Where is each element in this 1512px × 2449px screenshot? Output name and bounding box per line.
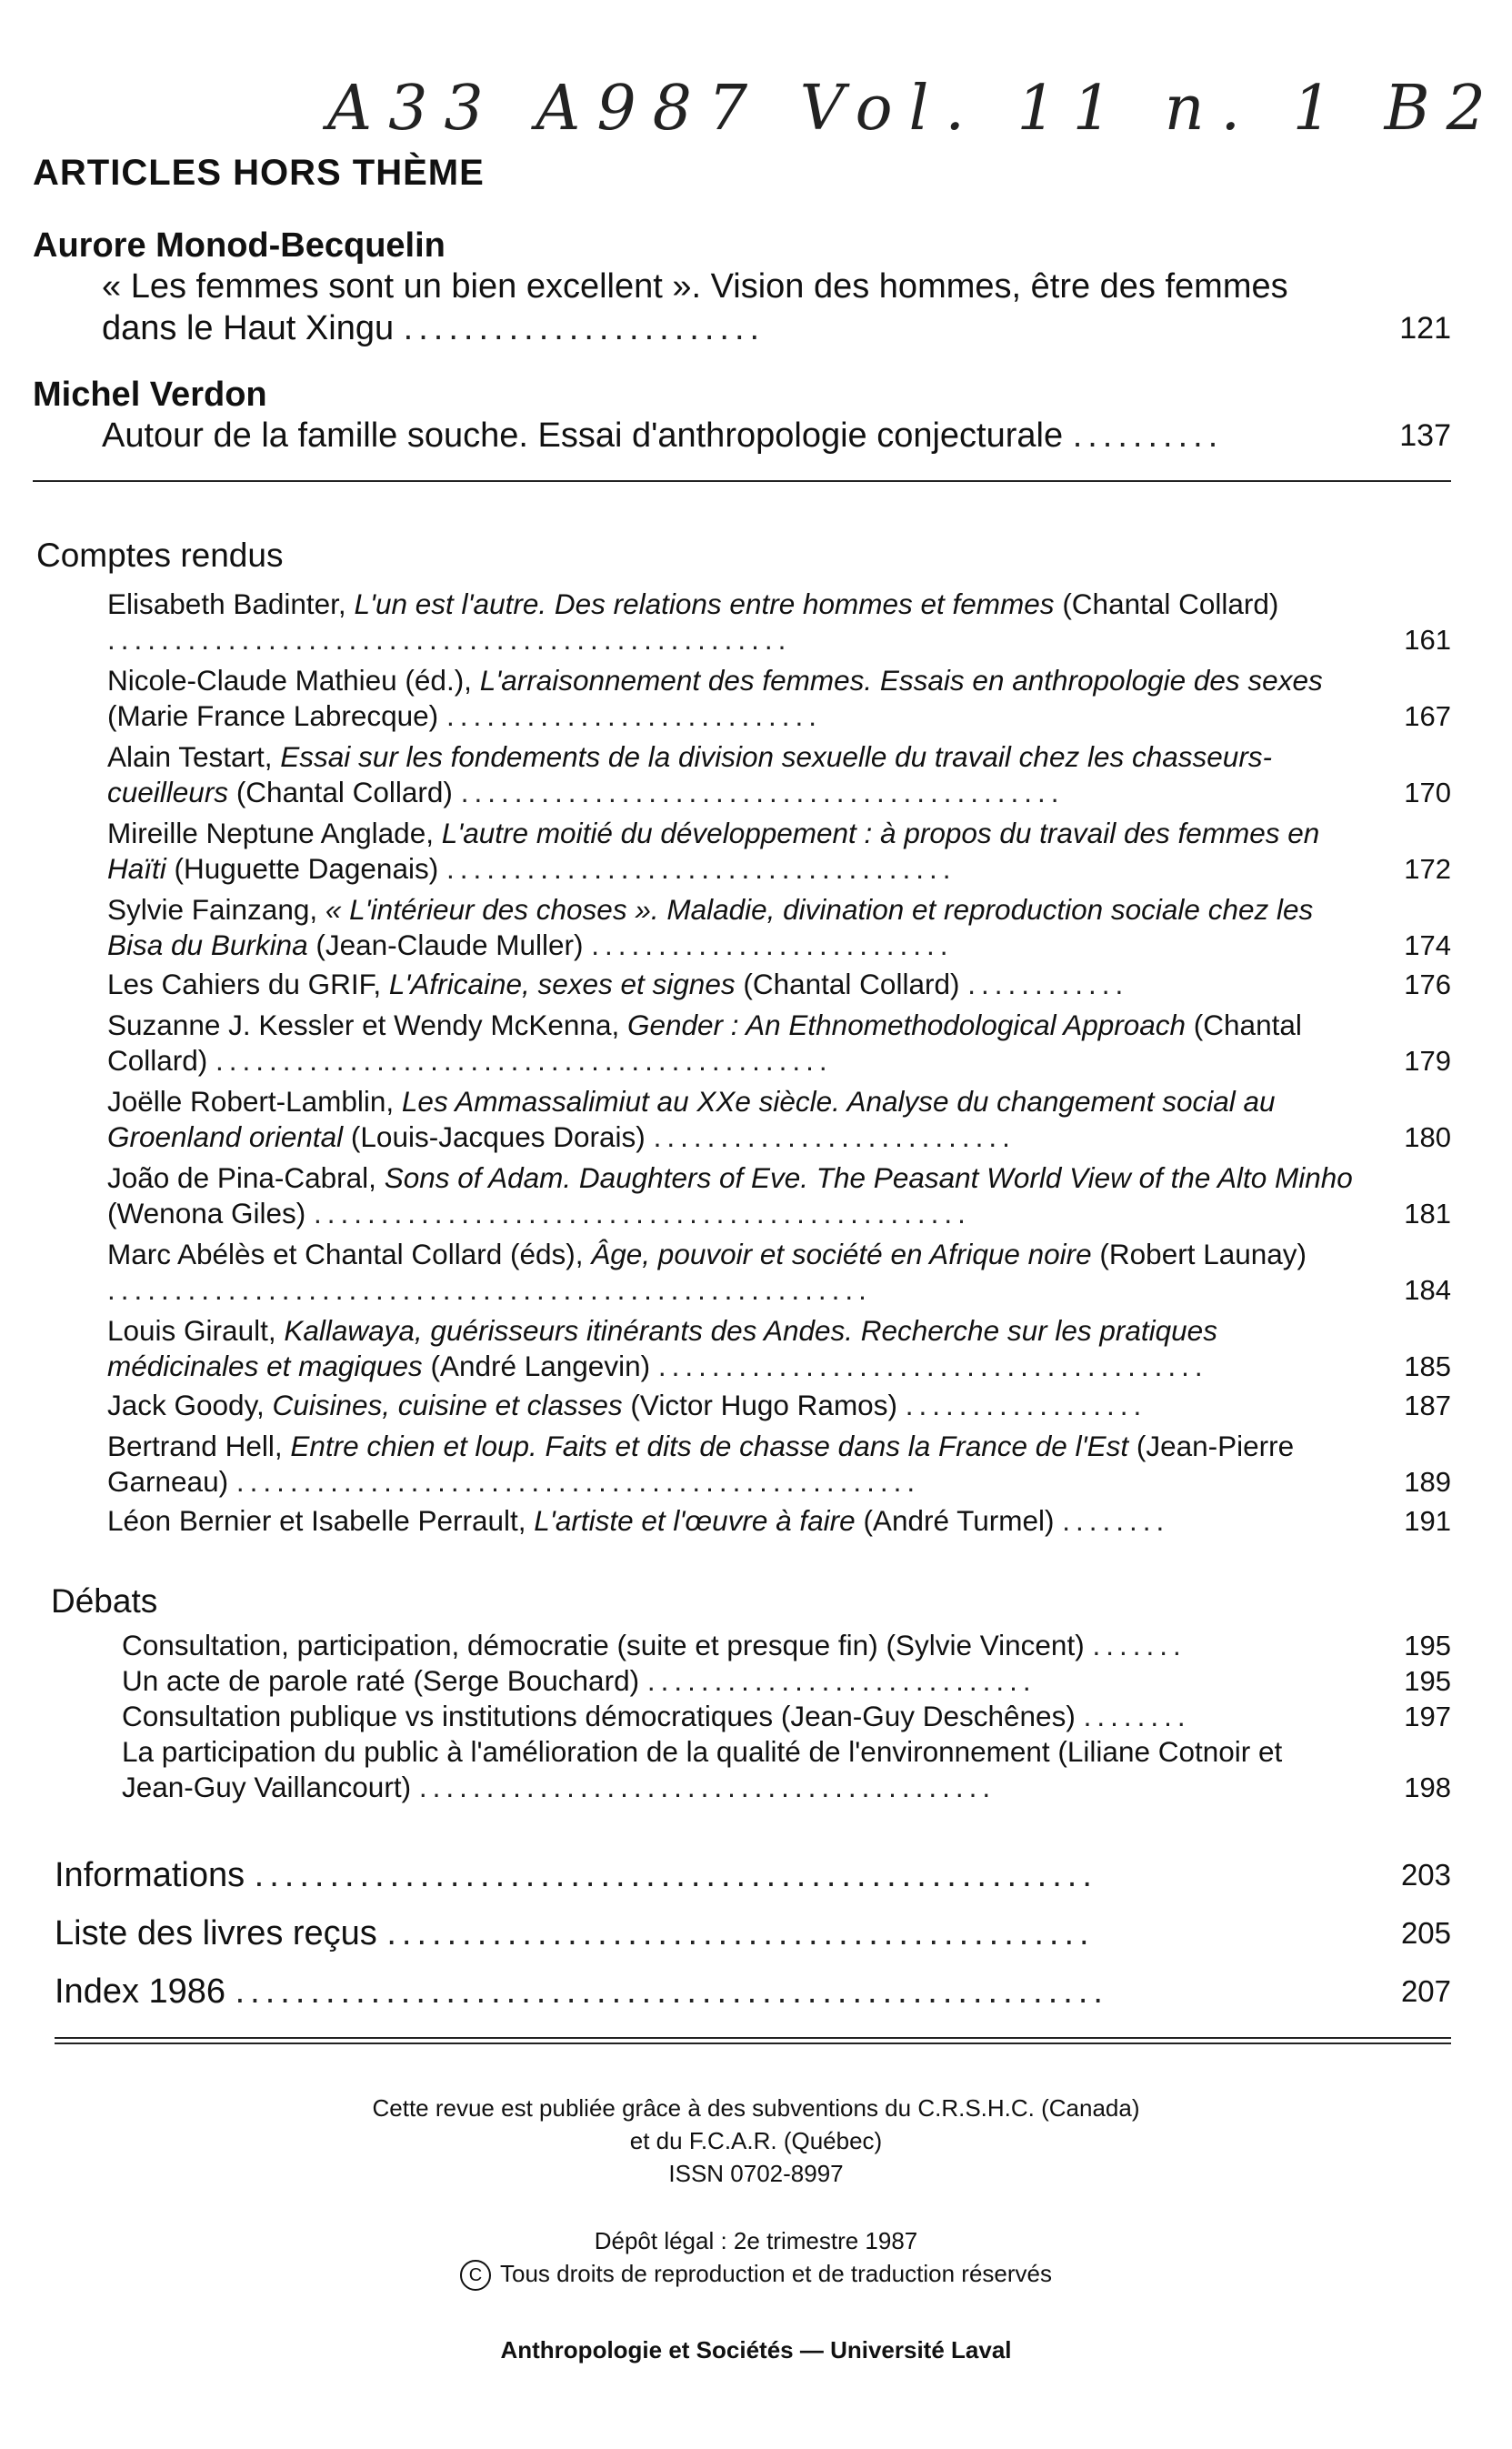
lead-article <box>33 226 1451 349</box>
footer-funding <box>0 2092 1512 2190</box>
entry-work: Gender : An Ethnomethodological Approach <box>626 1009 1187 1041</box>
entry-text <box>122 1699 1360 1734</box>
article-title-row <box>33 415 1451 457</box>
entry-text <box>55 1855 1360 1895</box>
entry-title: Liste des livres reçus <box>55 1914 377 1952</box>
entry-page-number: 189 <box>1404 1466 1451 1498</box>
entry-reviewer: (Jean-Pierre Garneau) <box>107 1430 1295 1498</box>
list-item <box>107 1429 1451 1500</box>
article-title-row <box>33 266 1451 349</box>
entry-page-number: 174 <box>1404 929 1451 961</box>
article-author: Michel Verdon <box>33 376 267 414</box>
entry-page-number: 170 <box>1404 777 1451 808</box>
lead-article <box>33 375 1451 457</box>
entry-reviewer: (Marie France Labrecque) <box>107 699 439 732</box>
list-item <box>55 1855 1451 1895</box>
entry-page-number: 161 <box>1404 624 1451 656</box>
entry-page-number: 181 <box>1404 1198 1451 1230</box>
list-item <box>107 1503 1451 1539</box>
list-item <box>107 1160 1451 1231</box>
dot-leader: ........................................... <box>418 1771 996 1803</box>
section-heading: ARTICLES HORS THÈME <box>33 153 485 193</box>
entry-work: Kallawaya, guérisseurs itinérants des Andes. Recherche sur les pratiques médicinales et magiques <box>107 1314 1217 1382</box>
entry-text <box>107 1160 1360 1231</box>
handwritten-catalog-note: A33 A987 Vol. 11 n. 1 B2 <box>327 73 1502 145</box>
dot-leader: ................................................. <box>314 1197 971 1230</box>
dot-leader: ........................................................ <box>254 1856 1097 1894</box>
entry-author: Bertrand Hell, <box>107 1430 291 1462</box>
entry-page-number: 184 <box>1404 1274 1451 1306</box>
dot-leader: .............................................. <box>215 1044 833 1077</box>
dot-leader: ....... <box>1092 1629 1187 1661</box>
list-item <box>107 1237 1451 1308</box>
footer-line: Cette revue est publiée grâce à des subventions du C.R.S.H.C. (Canada) <box>372 2094 1140 2122</box>
list-item <box>107 663 1451 734</box>
entry-author: Elisabeth Badinter, <box>107 587 355 620</box>
entry-author: Louis Girault, <box>107 1314 285 1347</box>
entry-work: Sons of Adam. Daughters of Eve. The Peasant World View of the Alto Minho <box>384 1161 1353 1194</box>
dot-leader: ........................... <box>591 928 954 961</box>
dot-leader: ............................. <box>646 1664 1036 1697</box>
list-item <box>122 1699 1451 1734</box>
footer-rights <box>0 2257 1512 2291</box>
list-item <box>107 1008 1451 1079</box>
list-item <box>107 1388 1451 1423</box>
article-title <box>102 415 1369 457</box>
entry-text <box>107 587 1360 657</box>
entry-reviewer: (André Langevin) <box>422 1350 651 1382</box>
entry-text <box>122 1734 1360 1805</box>
footer-divider <box>55 2037 1451 2044</box>
entry-reviewer: (André Turmel) <box>855 1504 1055 1537</box>
entry-title: Consultation, participation, démocratie (suite et presque fin) (Sylvie Vincent) <box>122 1629 1085 1661</box>
debats-list <box>122 1628 1451 1805</box>
entry-author: João de Pina-Cabral, <box>107 1161 385 1194</box>
entry-work: « L'intérieur des choses ». Maladie, divination et reproduction sociale chez les Bisa du Burkina <box>107 893 1314 961</box>
entry-work: L'Africaine, sexes et signes <box>388 968 736 1000</box>
dot-leader: ............................................... <box>386 1914 1095 1952</box>
dot-leader: ...................................... <box>446 852 956 885</box>
misc-sections <box>55 1855 1451 2012</box>
entry-text <box>107 739 1360 810</box>
entry-text <box>107 1084 1360 1155</box>
entry-reviewer: (Chantal Collard) <box>228 776 453 808</box>
entry-reviewer: (Louis-Jacques Dorais) <box>343 1120 646 1153</box>
entry-work: L'autre moitié du développement : à propos du travail des femmes en Haïti <box>107 817 1320 885</box>
article-title-text: « Les femmes sont un bien excellent ». Vision des hommes, être des femmes dans le Haut Xingu <box>102 267 1288 347</box>
entry-reviewer: (Jean-Claude Muller) <box>307 928 584 961</box>
list-item <box>107 1313 1451 1384</box>
entry-author: Marc Abélès et Chantal Collard (éds), <box>107 1238 592 1270</box>
entry-author: Nicole-Claude Mathieu (éd.), <box>107 664 480 697</box>
entry-title: Index 1986 <box>55 1972 226 2011</box>
dot-leader: ............................................. <box>460 776 1065 808</box>
entry-text <box>107 892 1360 963</box>
entry-text <box>107 663 1360 734</box>
footer-line: et du F.C.A.R. (Québec) <box>629 2127 883 2154</box>
entry-reviewer: (Chantal Collard) <box>735 968 960 1000</box>
entry-work: Entre chien et loup. Faits et dits de chasse dans la France de l'Est <box>290 1430 1129 1462</box>
entry-text <box>107 1388 1360 1423</box>
entry-reviewer: (Victor Hugo Ramos) <box>622 1389 897 1421</box>
entry-text <box>107 1008 1360 1079</box>
footer-rights-text: Tous droits de reproduction et de traduction réservés <box>499 2260 1052 2287</box>
entry-author: Sylvie Fainzang, <box>107 893 325 926</box>
list-item <box>122 1628 1451 1663</box>
footer-publisher: Anthropologie et Sociétés — Université Laval <box>500 2336 1012 2364</box>
list-item <box>107 892 1451 963</box>
list-item <box>107 739 1451 810</box>
dot-leader: .................. <box>905 1389 1147 1421</box>
entry-text <box>55 1972 1360 2012</box>
entry-page-number: 176 <box>1404 969 1451 1000</box>
comptes-rendus-list <box>107 587 1451 1539</box>
dot-leader: ................................................... <box>235 1465 921 1498</box>
entry-text <box>122 1628 1360 1663</box>
entry-text <box>107 1429 1360 1500</box>
entry-page-number: 203 <box>1400 1858 1451 1892</box>
footer-depot-legal: Dépôt légal : 2e trimestre 1987 <box>594 2227 918 2254</box>
entry-page-number: 207 <box>1400 1974 1451 2008</box>
dot-leader: ................................................... <box>107 623 792 656</box>
entry-page-number: 191 <box>1404 1505 1451 1537</box>
entry-page-number: 198 <box>1404 1772 1451 1803</box>
entry-author: Mireille Neptune Anglade, <box>107 817 442 849</box>
dot-leader: .......................................................... <box>235 1972 1108 2011</box>
entry-page-number: 195 <box>1404 1665 1451 1697</box>
entry-page-number: 172 <box>1404 853 1451 885</box>
entry-page-number: 205 <box>1400 1916 1451 1950</box>
entry-work: L'arraisonnement des femmes. Essais en anthropologie des sexes <box>479 664 1323 697</box>
entry-reviewer: (Chantal Collard) <box>1054 587 1279 620</box>
dot-leader: ......................................................... <box>107 1273 872 1306</box>
article-title <box>102 266 1369 349</box>
entry-text <box>55 1913 1360 1953</box>
entry-title: La participation du public à l'amélioration de la qualité de l'environnement (Liliane Cotnoir et Jean-Guy Vaillancourt) <box>122 1735 1283 1803</box>
list-item <box>107 816 1451 887</box>
debats-heading: Débats <box>51 1582 158 1620</box>
entry-page-number: 195 <box>1404 1630 1451 1661</box>
article-author: Aurore Monod-Becquelin <box>33 226 446 265</box>
entry-work: Cuisines, cuisine et classes <box>272 1389 623 1421</box>
entry-reviewer: (Huguette Dagenais) <box>165 852 439 885</box>
entry-author: Léon Bernier et Isabelle Perrault, <box>107 1504 535 1537</box>
dot-leader: ........................ <box>403 309 766 347</box>
dot-leader: ........................... <box>653 1120 1016 1153</box>
list-item <box>122 1734 1451 1805</box>
list-item <box>122 1663 1451 1699</box>
copyright-icon: C <box>460 2260 491 2291</box>
list-item <box>107 1084 1451 1155</box>
entry-title: Informations <box>55 1856 245 1894</box>
article-page-number: 121 <box>1399 311 1451 346</box>
entry-text <box>107 1237 1360 1308</box>
dot-leader: ............................ <box>446 699 822 732</box>
entry-title: Consultation publique vs institutions démocratiques (Jean-Guy Deschênes) <box>122 1700 1076 1732</box>
dot-leader: ......................................... <box>657 1350 1208 1382</box>
list-item <box>55 1913 1451 1953</box>
entry-author: Jack Goody, <box>107 1389 273 1421</box>
list-item <box>107 967 1451 1002</box>
list-item <box>107 587 1451 657</box>
dot-leader: .......... <box>1072 417 1224 455</box>
entry-reviewer: (Robert Launay) <box>1091 1238 1307 1270</box>
entry-author: Joëlle Robert-Lamblin, <box>107 1085 402 1118</box>
entry-text <box>107 1503 1360 1539</box>
article-title-text: Autour de la famille souche. Essai d'anthropologie conjecturale <box>102 417 1064 455</box>
entry-work: L'un est l'autre. Des relations entre hommes et femmes <box>354 587 1055 620</box>
entry-page-number: 180 <box>1404 1121 1451 1153</box>
entry-text <box>122 1663 1360 1699</box>
entry-author: Suzanne J. Kessler et Wendy McKenna, <box>107 1009 627 1041</box>
footer-legal <box>0 2224 1512 2291</box>
entry-page-number: 185 <box>1404 1350 1451 1382</box>
entry-work: Essai sur les fondements de la division sexuelle du travail chez les chasseurs-cueilleurs <box>107 740 1273 808</box>
list-item <box>55 1972 1451 2012</box>
entry-author: Les Cahiers du GRIF, <box>107 968 389 1000</box>
entry-work: Âge, pouvoir et société en Afrique noire <box>591 1238 1092 1270</box>
entry-text <box>107 816 1360 887</box>
entry-page-number: 187 <box>1404 1390 1451 1421</box>
entry-work: Les Ammassalimiut au XXe siècle. Analyse du changement social au Groenland oriental <box>107 1085 1276 1153</box>
dot-leader: ........ <box>1083 1700 1191 1732</box>
comptes-rendus-heading: Comptes rendus <box>36 537 284 574</box>
entry-page-number: 167 <box>1404 700 1451 732</box>
entry-reviewer: (Chantal Collard) <box>107 1009 1302 1077</box>
dot-leader: ............ <box>967 968 1129 1000</box>
entry-page-number: 197 <box>1404 1701 1451 1732</box>
entry-title: Un acte de parole raté (Serge Bouchard) <box>122 1664 640 1697</box>
article-page-number: 137 <box>1399 418 1451 453</box>
footer-issn: ISSN 0702-8997 <box>668 2160 844 2187</box>
entry-text <box>107 967 1360 1002</box>
dot-leader: ........ <box>1062 1504 1170 1537</box>
entry-reviewer: (Wenona Giles) <box>107 1197 306 1230</box>
entry-text <box>107 1313 1360 1384</box>
section-divider <box>33 480 1451 482</box>
entry-work: L'artiste et l'œuvre à faire <box>534 1504 856 1537</box>
entry-author: Alain Testart, <box>107 740 281 773</box>
entry-page-number: 179 <box>1404 1045 1451 1077</box>
